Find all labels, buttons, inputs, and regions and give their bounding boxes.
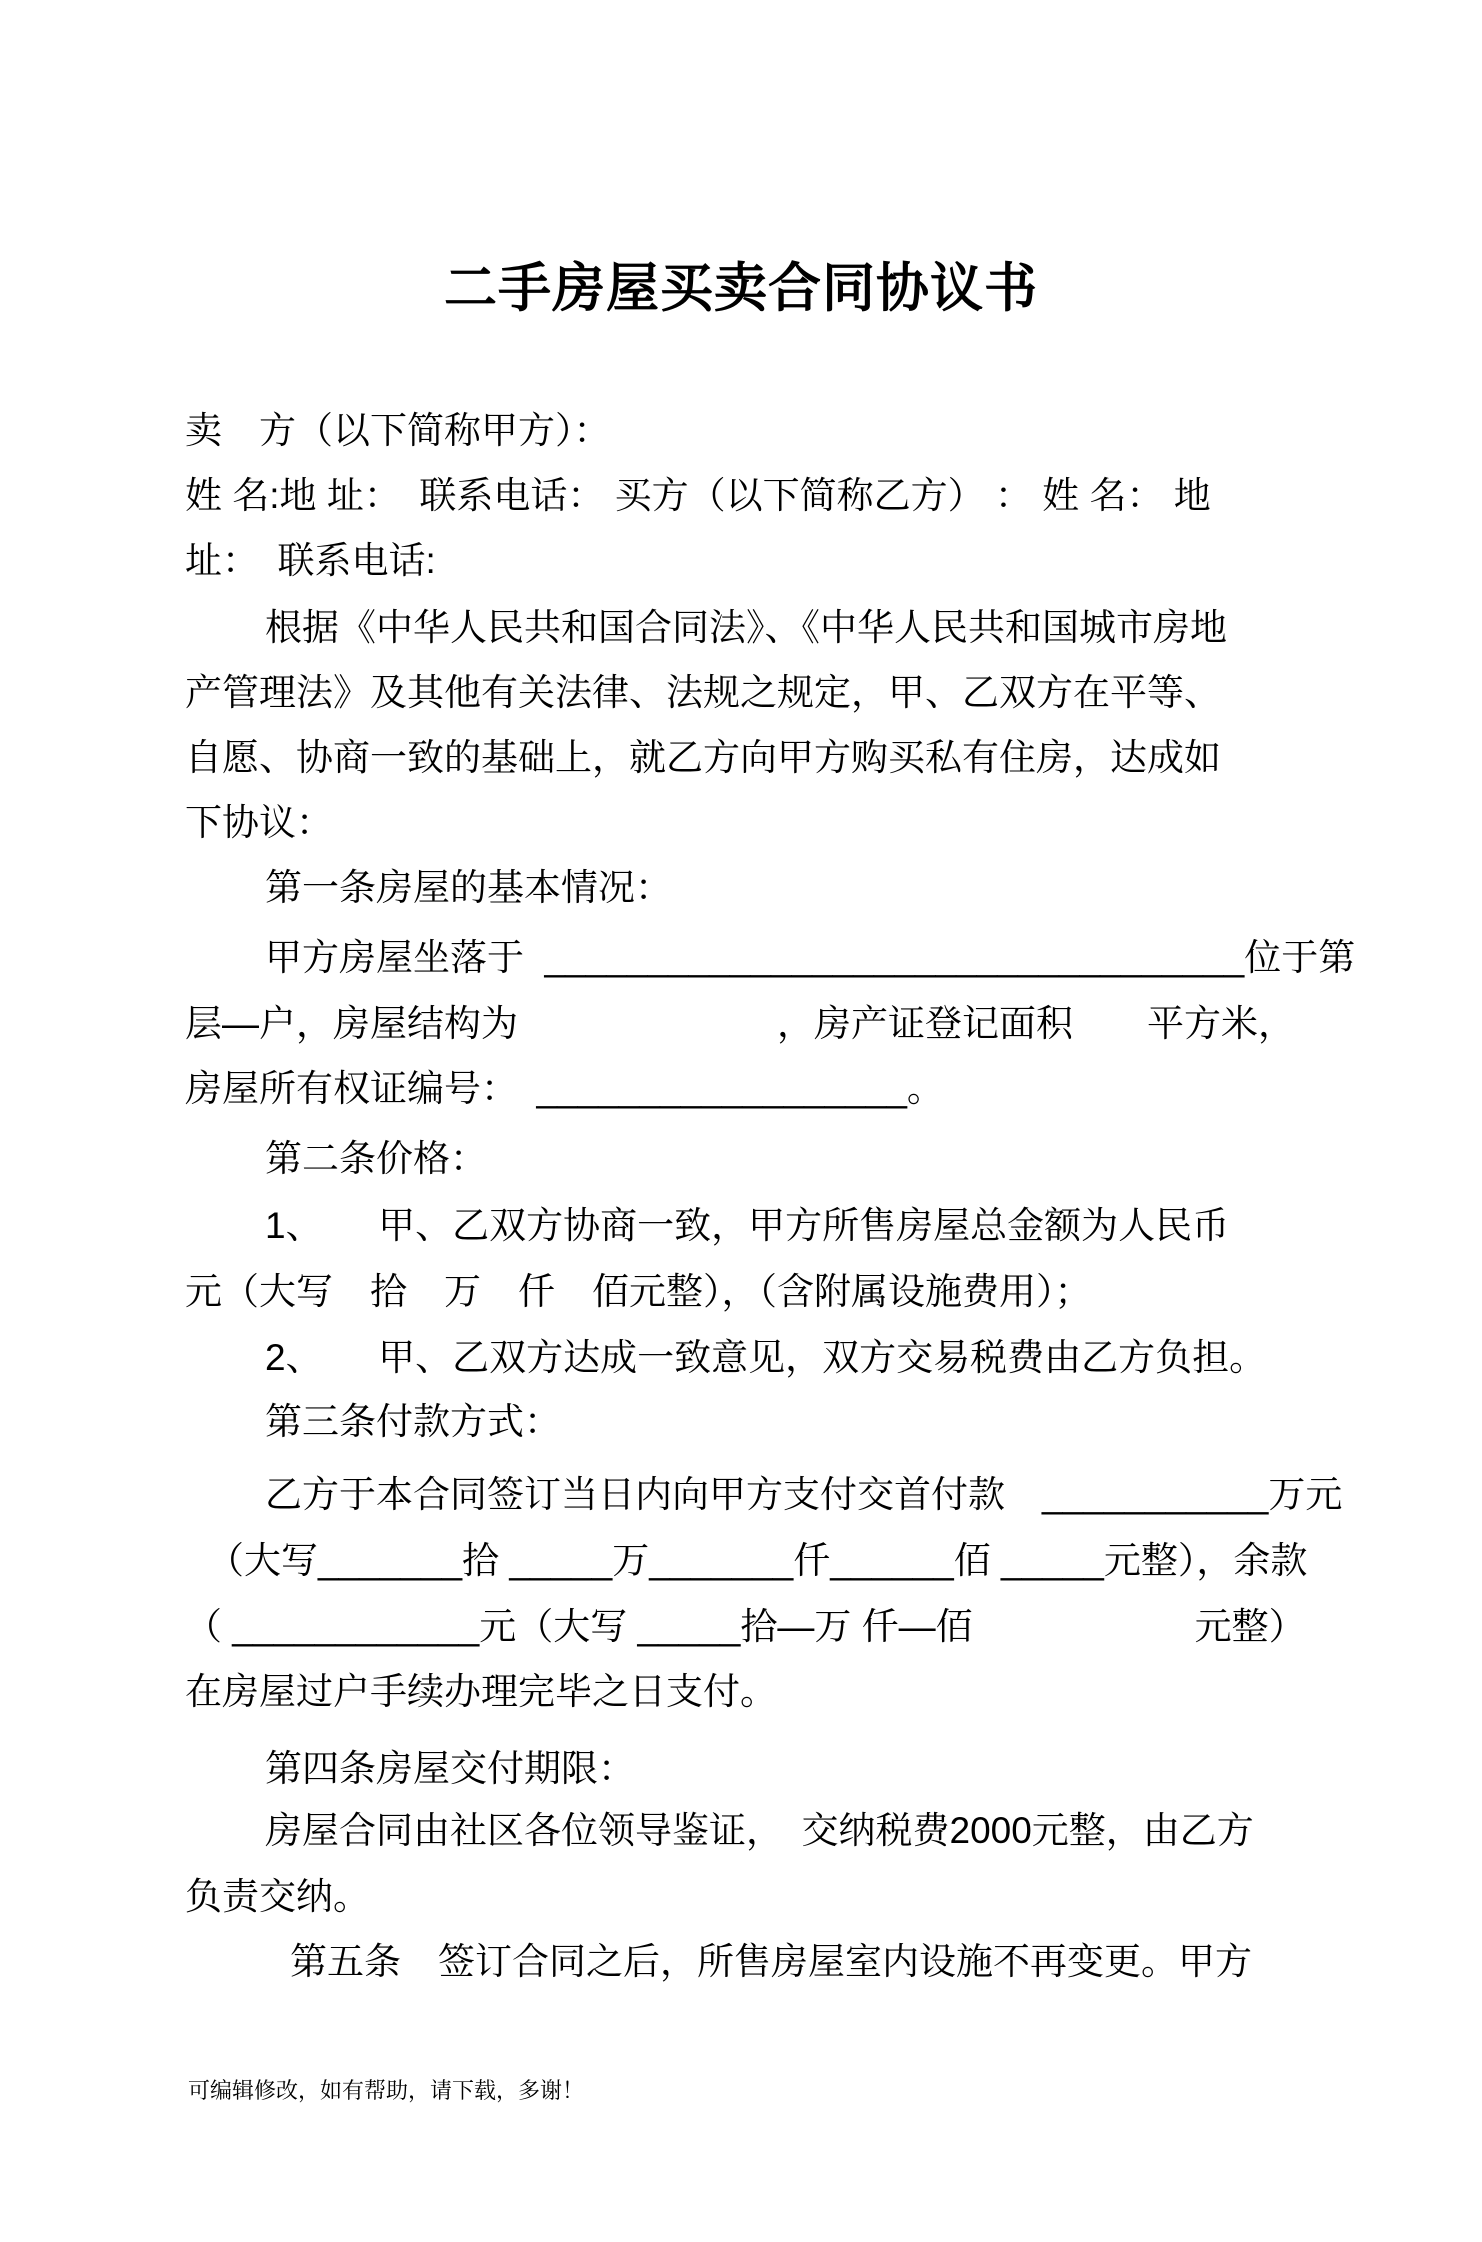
contract-line-payment-2: （大写_______拾 _____万_______仟______佰 _____元整），余款 [207, 1540, 1308, 1581]
footer-note: 可编辑修改，如有帮助，请下载，多谢！ [188, 2078, 585, 2103]
contract-line-payment-3: （ ____________元（大写 _____拾—万 仟—佰 元整） [185, 1606, 1306, 1647]
contract-line-payment-1: 乙方于本合同签订当日内向甲方支付交首付款 ___________万元 [265, 1474, 1343, 1515]
contract-line-seller: 卖 方（以下简称甲方）： [185, 410, 611, 451]
contract-line-price-2: 元（大写 拾 万 仟 佰元整），（含附属设施费用）； [185, 1271, 1092, 1312]
contract-line-delivery-1: 房屋合同由社区各位领导鉴证， 交纳税费2000元整，由乙方 [265, 1810, 1254, 1851]
contract-line-price-1: 1、 甲、乙双方协商一致，甲方所售房屋总金额为人民币 [265, 1205, 1230, 1246]
contract-line-article1-head: 第一条房屋的基本情况： [265, 867, 672, 908]
contract-line-structure: 层—户，房屋结构为 ，房产证登记面积 平方米， [185, 1003, 1295, 1044]
contract-line-payment-4: 在房屋过户手续办理完毕之日支付。 [185, 1671, 777, 1712]
contract-line-location: 甲方房屋坐落于 __________________________________位于第 [265, 937, 1356, 978]
contract-line-parties-2: 址： 联系电话: [185, 540, 436, 581]
contract-line-preamble-1: 根据《中华人民共和国合同法》、《中华人民共和国城市房地 [265, 607, 1227, 648]
contract-line-preamble-4: 下协议： [185, 802, 333, 843]
contract-line-cert-number: 房屋所有权证编号： __________________。 [185, 1068, 944, 1109]
contract-line-article5: 第五条 签订合同之后，所售房屋室内设施不再变更。甲方 [290, 1941, 1252, 1982]
contract-line-delivery-2: 负责交纳。 [185, 1876, 370, 1917]
document-title: 二手房屋买卖合同协议书 [444, 259, 1038, 318]
contract-line-article2-head: 第二条价格： [265, 1138, 487, 1179]
contract-line-preamble-3: 自愿、协商一致的基础上，就乙方向甲方购买私有住房，达成如 [185, 737, 1221, 778]
contract-line-parties-1: 姓 名:地 址： 联系电话： 买方（以下简称乙方） ： 姓 名： 地 [185, 475, 1211, 516]
contract-line-preamble-2: 产管理法》及其他有关法律、法规之规定，甲、乙双方在平等、 [185, 672, 1221, 713]
contract-line-article3-head: 第三条付款方式： [265, 1401, 561, 1442]
contract-line-article4-head: 第四条房屋交付期限： [265, 1748, 635, 1789]
contract-line-tax: 2、 甲、乙双方达成一致意见，双方交易税费由乙方负担。 [265, 1337, 1267, 1378]
